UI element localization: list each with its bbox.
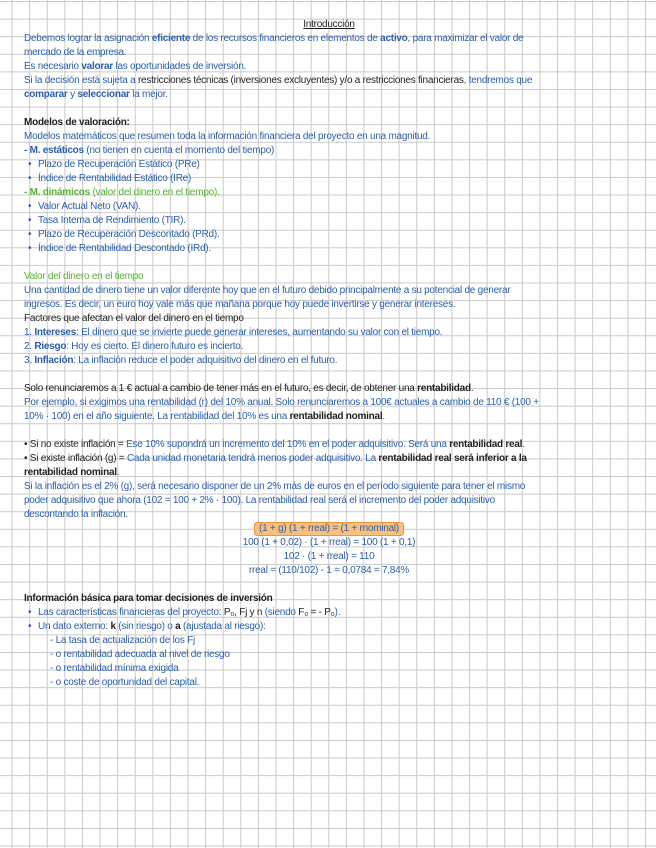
money-paragraph-line-2: ingresos. Es decir, un euro hoy vale más que mañana porque hoy puede invertirse y generar intereses. [24,299,456,310]
sub-list-item: - o coste de oportunidad del capital. [50,677,200,688]
sub-list-item: - o rentabilidad mínima exigida [50,663,179,674]
list-item: • Plazo de Recuperación Estático (PRe) [28,159,200,170]
factor-risk: 2. Riesgo: Hoy es cierto. El dinero futuro es incierto. [24,341,244,352]
static-models-label: - M. estáticos (no tienen en cuenta el momento del tiempo) [24,145,275,156]
sub-list-item: - La tasa de actualización de los Fj [50,635,195,646]
highlighted-formula: (1 + g) (1 + rreal) = (1 + rnominal) [254,522,404,536]
inflation-example-3: descontando la inflación. [24,509,128,520]
intro-line-3: Es necesario valorar las oportunidades de inversión. [24,61,247,72]
money-paragraph-line-1: Una cantidad de dinero tiene un valor diferente hoy que en el futuro debido principalmente a su potencial de generar [24,285,511,296]
intro-line-1: Debemos lograr la asignación eficiente de los recursos financieros en elementos de activo, para maximizar el valor de [24,33,524,44]
page-title: Introducción [303,19,355,30]
sub-list-item: - o rentabilidad adecuada al nivel de riesgo [50,649,230,660]
list-item: • Valor Actual Neto (VAN). [28,201,141,212]
inflation-example-1: Si la inflación es el 2% (g), será necesario disponer de un 2% más de euros en el período siguiente para tener el mismo [24,481,526,492]
inflation-example-2: poder adquisitivo que ahora (102 = 100 + 2% · 100). La rentabilidad real será el incremento del poder adquisitivo [24,495,495,506]
intro-line-2: mercado de la empresa. [24,47,127,58]
basic-info-heading: Información básica para tomar decisiones de inversión [24,593,273,604]
factors-heading: Factores que afectan el valor del dinero en el tiempo [24,313,244,324]
models-heading: Modelos de valoración: [24,117,130,128]
formula-line-2: 100 (1 + 0,02) · (1 + rreal) = 100 (1 + 0,1) [242,537,416,548]
intro-line-5: comparar y seleccionar la mejor. [24,89,168,100]
rent-line-3: 10% · 100) en el año siguiente. La rentabilidad del 10% es una rentabilidad nominal. [24,411,385,422]
no-inflation-line: • Si no existe inflación = Ese 10% supondrá un incremento del 10% en el poder adquisitivo. Será una rentabilidad real. [24,439,525,450]
inflation-line-cont: rentabilidad nominal. [24,467,120,478]
models-description: Modelos matemáticos que resumen toda la información financiera del proyecto en una magnitud. [24,131,431,142]
list-item: • Índice de Rentabilidad Estático (IRe) [28,173,192,184]
money-heading: Valor del dinero en el tiempo [24,271,144,282]
dynamic-models-label: - M. dinámicos (valor del dinero en el tiempo). [24,187,220,198]
list-item: • Plazo de Recuperación Descontado (PRd). [28,229,220,240]
rent-line-1: Solo renunciaremos a 1 € actual a cambio de tener más en el futuro, es decir, de obtener una rentabilidad. [24,383,474,394]
rent-line-2: Por ejemplo, si exigimos una rentabilidad (r) del 10% anual. Solo renunciaremos a 100€ actuales a cambio de 110 € (100 + [24,397,539,408]
intro-line-4: Si la decisión está sujeta a restricciones técnicas (inversiones excluyentes) y/o a restricciones financieras, tendremos que [24,75,533,86]
list-item: • Índice de Rentabilidad Descontado (IRd). [28,243,211,254]
formula-line-4: rreal = (110/102) - 1 = 0,0784 = 7,84% [248,565,410,576]
list-item: • Tasa Interna de Rendimiento (TIR). [28,215,186,226]
list-item: • Un dato externo: k (sin riesgo) o a (ajustada al riesgo): [28,621,266,632]
factor-inflation: 3. Inflación: La inflación reduce el poder adquisitivo del dinero en el futuro. [24,355,338,366]
list-item: • Las características financieras del proyecto: P₀, Fj y n (siendo F₀ = - P₀). [28,607,341,618]
inflation-line: • Si existe inflación (g) = Cada unidad monetaria tendrá menos poder adquisitivo. La rentabilidad real será inferior a la [24,453,527,464]
factor-interests: 1. Intereses: El dinero que se invierte puede generar intereses, aumentando su valor con el tiempo. [24,327,443,338]
formula-line-3: 102 · (1 + rreal) = 110 [283,551,375,562]
formula-highlight-row [24,522,634,536]
